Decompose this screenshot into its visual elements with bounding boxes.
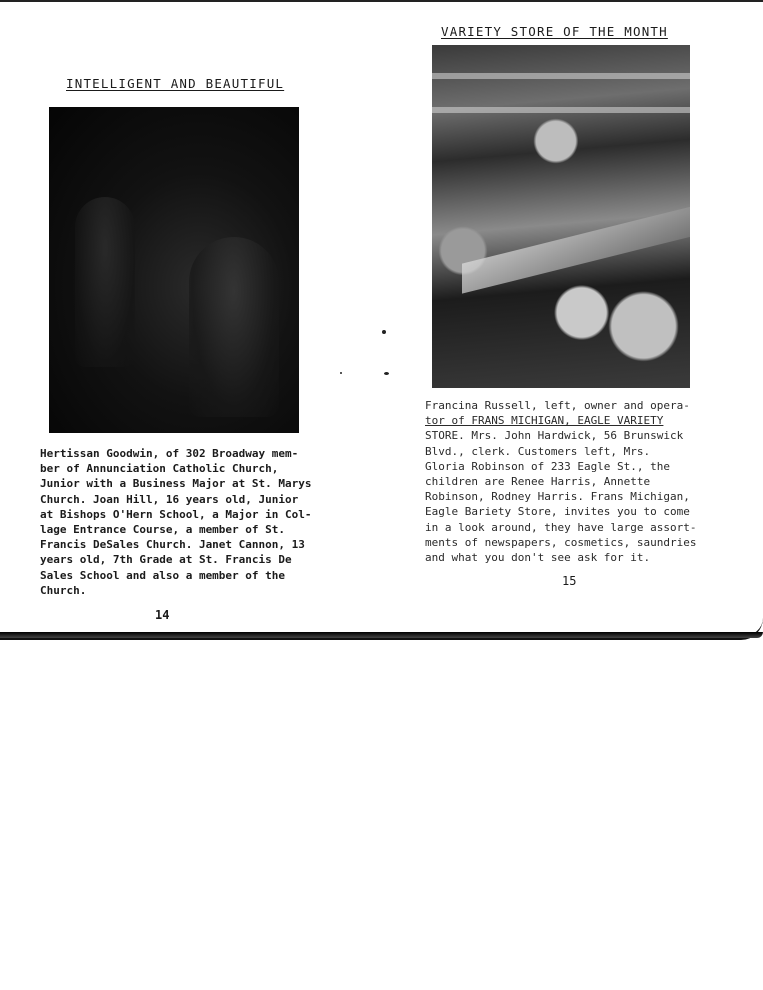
right-page-heading: VARIETY STORE OF THE MONTH [441,24,668,39]
photo-shelf [432,107,690,113]
caption-line: Eagle Bariety Store, invites you to come [425,505,690,519]
caption-line: Robinson, Rodney Harris. Frans Michigan, [425,490,690,504]
caption-line: years old, 7th Grade at St. Francis De [40,553,292,567]
scan-speck [384,372,389,375]
caption-line: Church. [40,583,87,597]
caption-line: ber of Annunciation Catholic Church, [40,462,279,476]
caption-line: in a look around, they have large assort- [425,520,697,534]
scan-speck [382,330,386,334]
caption-line: and what you don't see ask for it. [425,551,651,565]
left-page-heading: INTELLIGENT AND BEAUTIFUL [66,76,285,91]
photo-shelf [432,73,690,79]
caption-line: STORE. Mrs. John Hardwick, 56 Brunswick [425,429,684,443]
left-page-caption [40,446,312,598]
photo-three-young-women [49,107,299,433]
page-edge-shadow [0,632,763,638]
caption-line: Francina Russell, left, owner and opera- [425,399,690,412]
caption-line: tor of FRANS MICHIGAN, EAGLE VARIETY [425,414,664,428]
scan-speck [340,372,342,374]
caption-line: Francis DeSales Church. Janet Cannon, 13 [40,538,305,552]
photo-counter [462,206,690,293]
caption-line: children are Renee Harris, Annette [425,475,651,489]
caption-line: Hertissan Goodwin, of 302 Broadway mem- [40,447,299,460]
right-page-number: 15 [562,574,577,588]
photo-figure [189,237,279,417]
photo-figure [75,197,135,367]
caption-line: ments of newspapers, cosmetics, saundries [425,535,697,549]
right-page-caption [425,398,697,565]
caption-line: Church. Joan Hill, 16 years old, Junior [40,492,299,506]
caption-line: Sales School and also a member of the [40,568,286,582]
caption-line: Junior with a Business Major at St. Marys [40,477,312,491]
photo-variety-store-interior [432,45,690,388]
left-page-number: 14 [155,608,170,622]
caption-line: Blvd., clerk. Customers left, Mrs. [425,444,651,458]
caption-line: Gloria Robinson of 233 Eagle St., the [425,459,671,473]
caption-line: lage Entrance Course, a member of St. [40,523,286,537]
caption-line: at Bishops O'Hern School, a Major in Col- [40,507,312,521]
